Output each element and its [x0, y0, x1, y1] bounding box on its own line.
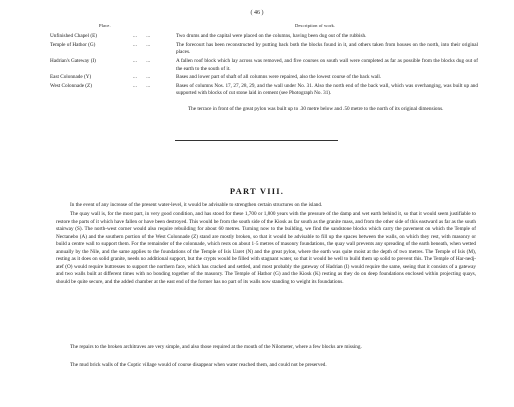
- body-paragraph: The repairs to the broken architraves are very simple, and also those required at the mouth of the Nilometer, where a few blocks are missing.: [70, 344, 362, 350]
- row-leader-dots: ... ...: [133, 41, 151, 48]
- row-work: The terrace in front of the great pylon was built up to .30 metre below and .50 metre to the north of its original dimensions.: [188, 106, 444, 112]
- row-place: Unfinished Chapel (E): [50, 33, 97, 39]
- part-heading: PART VIII.: [229, 186, 285, 196]
- row-work: A fallen roof block which lay across was removed, and five courses on south wall were completed as far as possible from the blocks dug out of the earth to the south of it.: [176, 58, 478, 72]
- row-work: The forecourt has been reconstructed by putting back both the blocks found in it, and others taken from houses on the north, into their original places.: [176, 41, 478, 56]
- row-place: Temple of Hathor (G): [50, 41, 96, 48]
- row-place: East Colonnade (Y): [50, 74, 92, 80]
- row-place: West Colonnade (Z): [50, 82, 92, 89]
- section-divider: [175, 140, 338, 141]
- body-paragraph: The quay wall is, for the most part, in very good condition, and has stood for these 1,700 or 1,800 years with the pressure of the damp and wet earth behind it, so that it would seem justifiable to restore the parts of it which have fallen or have been destroyed. This would be from the south side of the Kiosk as far south as the granite mass, and from the other side of this eastward as far as the south stairway (S). The north-west corner would also require rebuilding for about 60 metres. Turning now to the building, we find the sandstone blocks which carry the pavement on which the Temple of Nectanebo (A) and the southern portion of the West Colonnade (Z) stand are mostly broken, so that it would be advisable to fill up the spaces between the walls, on which they rest, with masonry or build a centre wall to support them. For the remainder of the colonnade, which rests on about 1·5 metres of masonry foundations, the quay wall prevents any spreading of the earth beneath, when wetted annually by the Nile, and the same applies to the foundations of the Temple of Isis Uaret (N) and the great pylon, where the earth was quite moist at the depth of two metres. The Temple of Isis (M), resting as it does on solid granite, needs no additional support, but the crypts would be filled with stagnant water, so that it would be well to build them up solid to prevent this. The Temple of Har-nedj-atef (O) would require buttresses to support the northern face, which has cracked and settled, and most probably the gateway of Hadrian (I) would require the same, seeing that it consists of a gateway and two walls built at different times with no bonding together of the masonry. The Temple of Hathor (G) and the Kiosk (K) resting as they do on deep foundations enclosed within projecting quays, should be quite secure, and the added chamber at the east end of the former has no part of its walls now standing to weight its foundations.: [56, 211, 476, 285]
- body-paragraph: The mud brick walls of the Coptic village would of course disappear when water reached them, and could not be preserved.: [70, 362, 327, 368]
- row-work: Bases and lower part of shaft of all columns were repaired, also the lowest course of the back wall.: [176, 74, 382, 80]
- row-place: Hadrian's Gateway (I): [50, 58, 96, 64]
- row-leader-dots: ... ...: [133, 33, 151, 39]
- row-leader-dots: ... ...: [133, 58, 151, 64]
- description-column-header: Description of work.: [295, 23, 336, 28]
- row-work: Two drums and the capital were placed on the columns, having been dug out of the rubbish.: [176, 33, 367, 39]
- page-number: ( 46 ): [250, 10, 264, 16]
- row-leader-dots: ... ...: [133, 74, 151, 80]
- row-leader-dots: ... ...: [133, 82, 151, 89]
- row-work: Bases of columns Nos. 17, 27, 28, 29, and the wall under No. 31. Also the north end of the back wall, which was overhanging, was built up and supported with blocks of cut stone laid in cement (see Photograph No. 31).: [176, 82, 478, 97]
- body-paragraph: In the event of any increase of the present water-level, it would be advisable to strengthen certain structures on the island.: [70, 202, 323, 208]
- place-column-header: Place.: [99, 23, 111, 28]
